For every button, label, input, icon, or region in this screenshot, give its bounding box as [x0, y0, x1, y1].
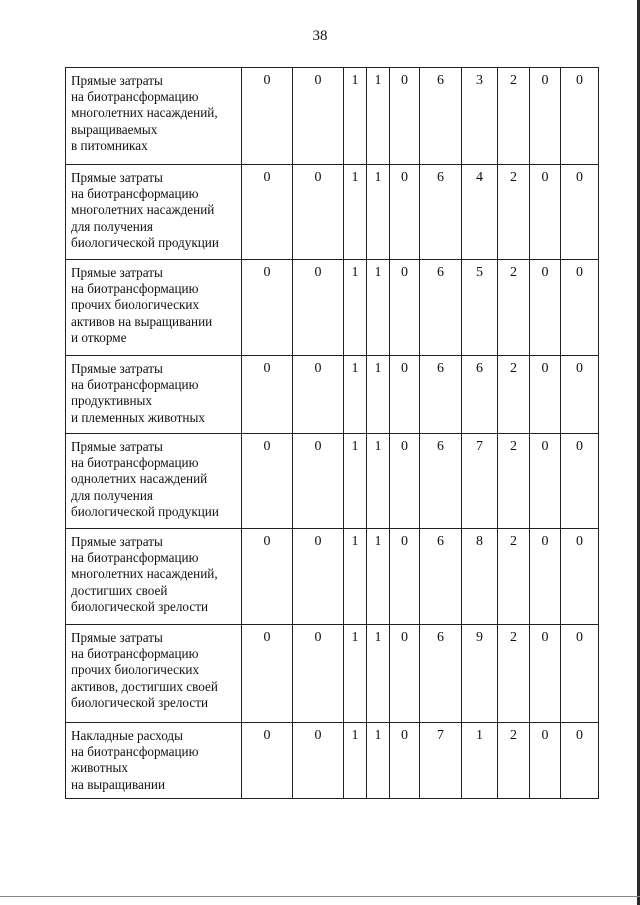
code-cell: 0: [293, 723, 344, 799]
code-cell: 1: [367, 434, 390, 529]
code-cell: 2: [498, 165, 530, 260]
code-cell: 0: [530, 723, 561, 799]
code-cell: 6: [462, 356, 498, 434]
code-cell: 0: [561, 165, 599, 260]
code-cell: 1: [367, 260, 390, 356]
code-cell: 6: [420, 529, 462, 625]
code-cell: 1: [344, 165, 367, 260]
code-cell: 0: [293, 165, 344, 260]
code-cell: 0: [530, 68, 561, 165]
code-cell: 0: [561, 260, 599, 356]
code-cell: 0: [293, 625, 344, 723]
code-cell: 1: [367, 356, 390, 434]
table-body: [66, 68, 599, 799]
code-cell: 0: [242, 529, 293, 625]
row-label: Прямые затраты на биотрансформацию многолетних насаждений для получения биологической продукции: [66, 165, 242, 260]
code-cell: 0: [242, 625, 293, 723]
account-codes-table: [65, 67, 599, 799]
code-cell: 0: [293, 356, 344, 434]
code-cell: 0: [293, 68, 344, 165]
code-cell: 1: [344, 723, 367, 799]
code-cell: 0: [293, 434, 344, 529]
code-cell: 0: [390, 165, 420, 260]
code-cell: 8: [462, 529, 498, 625]
code-cell: 2: [498, 625, 530, 723]
code-cell: 0: [242, 434, 293, 529]
code-cell: 0: [530, 260, 561, 356]
code-cell: 1: [344, 260, 367, 356]
code-cell: 2: [498, 434, 530, 529]
code-cell: 1: [367, 625, 390, 723]
row-label: Прямые затраты на биотрансформацию продуктивных и племенных животных: [66, 356, 242, 434]
code-cell: 1: [367, 723, 390, 799]
code-cell: 6: [420, 260, 462, 356]
code-cell: 0: [561, 356, 599, 434]
table-row: [66, 260, 599, 356]
code-cell: 6: [420, 434, 462, 529]
code-cell: 0: [530, 165, 561, 260]
code-cell: 0: [390, 723, 420, 799]
code-cell: 0: [530, 625, 561, 723]
table-row: [66, 434, 599, 529]
code-cell: 9: [462, 625, 498, 723]
table-row: [66, 356, 599, 434]
page-number: 38: [312, 28, 328, 44]
row-label: Прямые затраты на биотрансформацию многолетних насаждений, достигших своей биологической зрелости: [66, 529, 242, 625]
table-row: [66, 529, 599, 625]
code-cell: 6: [420, 356, 462, 434]
code-cell: 2: [498, 723, 530, 799]
code-cell: 0: [242, 260, 293, 356]
code-cell: 1: [367, 165, 390, 260]
code-cell: 6: [420, 165, 462, 260]
code-cell: 0: [242, 356, 293, 434]
code-cell: 0: [530, 529, 561, 625]
code-cell: 0: [561, 529, 599, 625]
code-cell: 1: [462, 723, 498, 799]
code-cell: 0: [561, 434, 599, 529]
code-cell: 0: [242, 68, 293, 165]
code-cell: 1: [367, 68, 390, 165]
table-row: [66, 165, 599, 260]
row-label: Прямые затраты на биотрансформацию однолетних насаждений для получения биологической продукции: [66, 434, 242, 529]
code-cell: 0: [390, 68, 420, 165]
code-cell: 7: [462, 434, 498, 529]
code-cell: 0: [390, 625, 420, 723]
code-cell: 1: [344, 434, 367, 529]
code-cell: 6: [420, 625, 462, 723]
code-cell: 0: [390, 529, 420, 625]
code-cell: 5: [462, 260, 498, 356]
row-label: Прямые затраты на биотрансформацию прочих биологических активов на выращивании и откорме: [66, 260, 242, 356]
code-cell: 1: [344, 625, 367, 723]
table-row: [66, 68, 599, 165]
code-cell: 2: [498, 260, 530, 356]
row-label: Прямые затраты на биотрансформацию прочих биологических активов, достигших своей биологической зрелости: [66, 625, 242, 723]
code-cell: 0: [390, 260, 420, 356]
code-cell: 0: [561, 68, 599, 165]
code-cell: 1: [344, 529, 367, 625]
code-cell: 2: [498, 356, 530, 434]
code-cell: 1: [367, 529, 390, 625]
code-cell: 4: [462, 165, 498, 260]
code-cell: 6: [420, 68, 462, 165]
code-cell: 0: [293, 529, 344, 625]
code-cell: 0: [390, 356, 420, 434]
code-cell: 1: [344, 68, 367, 165]
code-cell: 0: [242, 723, 293, 799]
row-label: Прямые затраты на биотрансформацию многолетних насаждений, выращиваемых в питомниках: [66, 68, 242, 165]
code-cell: 2: [498, 68, 530, 165]
code-cell: 7: [420, 723, 462, 799]
row-label: Накладные расходы на биотрансформацию животных на выращивании: [66, 723, 242, 799]
code-cell: 0: [390, 434, 420, 529]
table-row: [66, 625, 599, 723]
code-cell: 0: [530, 356, 561, 434]
code-cell: 3: [462, 68, 498, 165]
code-cell: 0: [561, 625, 599, 723]
scan-edge-bottom: [0, 896, 640, 897]
code-cell: 0: [530, 434, 561, 529]
code-cell: 0: [293, 260, 344, 356]
code-cell: 0: [242, 165, 293, 260]
code-cell: 0: [561, 723, 599, 799]
code-cell: 2: [498, 529, 530, 625]
table-row: [66, 723, 599, 799]
code-cell: 1: [344, 356, 367, 434]
